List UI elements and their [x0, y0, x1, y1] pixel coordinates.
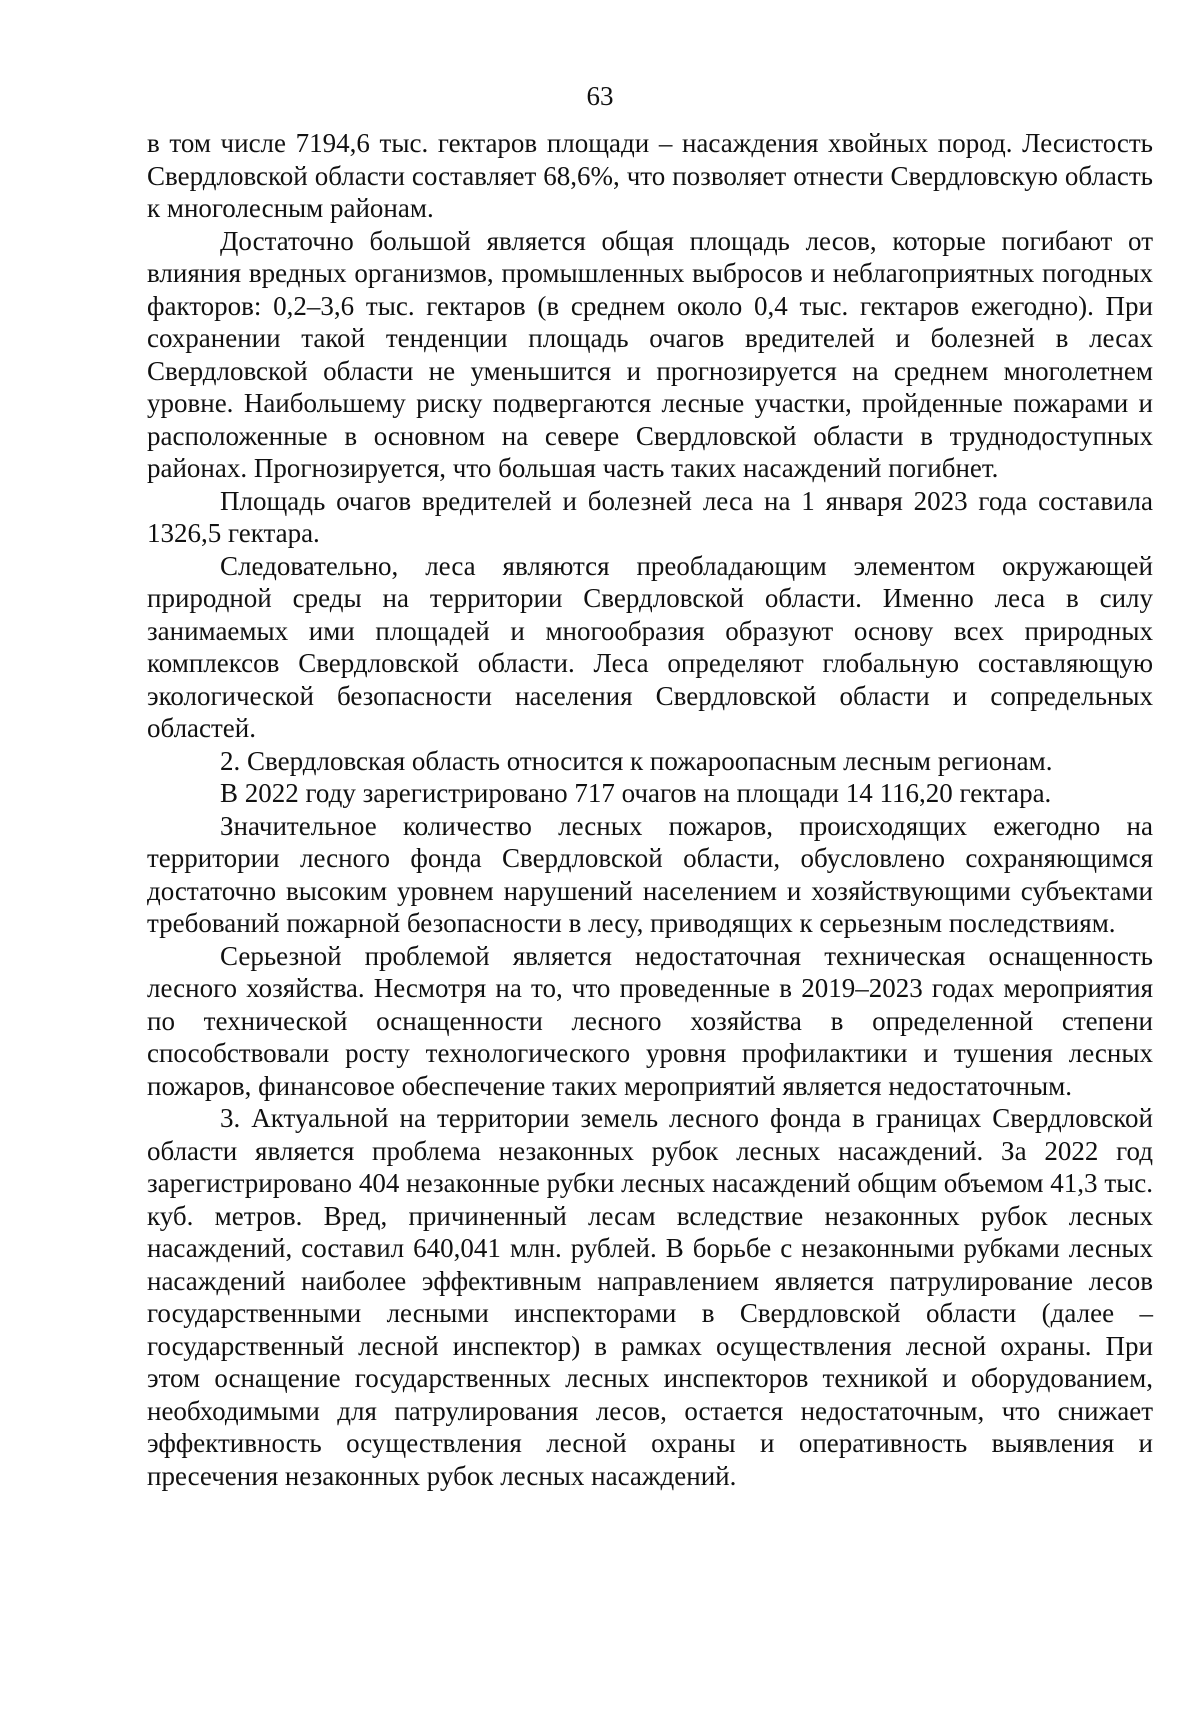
- paragraph-fire-region: 2. Свердловская область относится к пожароопасным лесным регионам.: [220, 745, 1053, 776]
- paragraph-forest-loss: Достаточно большой является общая площадь лесов, которые погибают от влияния вредных организмов, промышленных выбросов и неблагоприятных погодных факторов: 0,2–3,6 тыс. гектаров (в среднем около 0,4 тыс. гектаров ежегодно). При сохранении такой тенденции площадь очагов вредителей и болезней в лесах Свердловской области не уменьшится и прогнозируется на среднем многолетнем уровне. Наибольшему риску подвергаются лесные участки, пройденные пожарами и расположенные в основном на севере Свердловской области в труднодоступных районах. Прогнозируется, что большая часть таких насаждений погибнет.: [147, 225, 1153, 483]
- paragraph-illegal-logging: 3. Актуальной на территории земель лесного фонда в границах Свердловской области является проблема незаконных рубок лесных насаждений. За 2022 год зарегистрировано 404 незаконные рубки лесных насаждений общим объемом 41,3 тыс. куб. метров. Вред, причиненный лесам вследствие незаконных рубок лесных насаждений, составил 640,041 млн. рублей. В борьбе с незаконными рубками лесных насаждений наиболее эффективным направлением является патрулирование лесов государственными лесными инспекторами в Свердловской области (далее – государственный лесной инспектор) в рамках осуществления лесной охраны. При этом оснащение государственных лесных инспекторов техникой и оборудованием, необходимыми для патрулирования лесов, остается недостаточным, что снижает эффективность осуществления лесной охраны и оперативность выявления и пресечения незаконных рубок лесных насаждений.: [147, 1103, 1153, 1491]
- page-body: [147, 127, 1153, 1492]
- paragraph-continuation: в том числе 7194,6 тыс. гектаров площади – насаждения хвойных пород. Лесистость Свердловской области составляет 68,6%, что позволяет отнести Свердловскую область к многолесным районам.: [147, 128, 1153, 223]
- paragraph-forest-role: Следовательно, леса являются преобладающим элементом окружающей природной среды на территории Свердловской области. Именно леса в силу занимаемых ими площадей и многообразия образуют основу всех природных комплексов Свердловской области. Леса определяют глобальную составляющую экологической безопасности населения Свердловской области и сопредельных областей.: [147, 550, 1153, 743]
- paragraph-fire-count: В 2022 году зарегистрировано 717 очагов на площади 14 116,20 гектара.: [220, 778, 1052, 808]
- paragraph-fire-causes: Значительное количество лесных пожаров, происходящих ежегодно на территории лесного фонда Свердловской области, обусловлено сохраняющимся достаточно высоким уровнем нарушений населением и хозяйствующими субъектами требований пожарной безопасности в лесу, приводящих к серьезным последствиям.: [147, 810, 1153, 938]
- paragraph-technical-equipment: Серьезной проблемой является недостаточная техническая оснащенность лесного хозяйства. Несмотря на то, что проведенные в 2019–2023 годах мероприятия по технической оснащенности лесного хозяйства в определенной степени способствовали росту технологического уровня профилактики и тушения лесных пожаров, финансовое обеспечение таких мероприятий является недостаточным.: [147, 940, 1153, 1101]
- page-number: 63: [586, 81, 614, 111]
- paragraph-pest-area: Площадь очагов вредителей и болезней леса на 1 января 2023 года составила 1326,5 гектара.: [147, 485, 1153, 548]
